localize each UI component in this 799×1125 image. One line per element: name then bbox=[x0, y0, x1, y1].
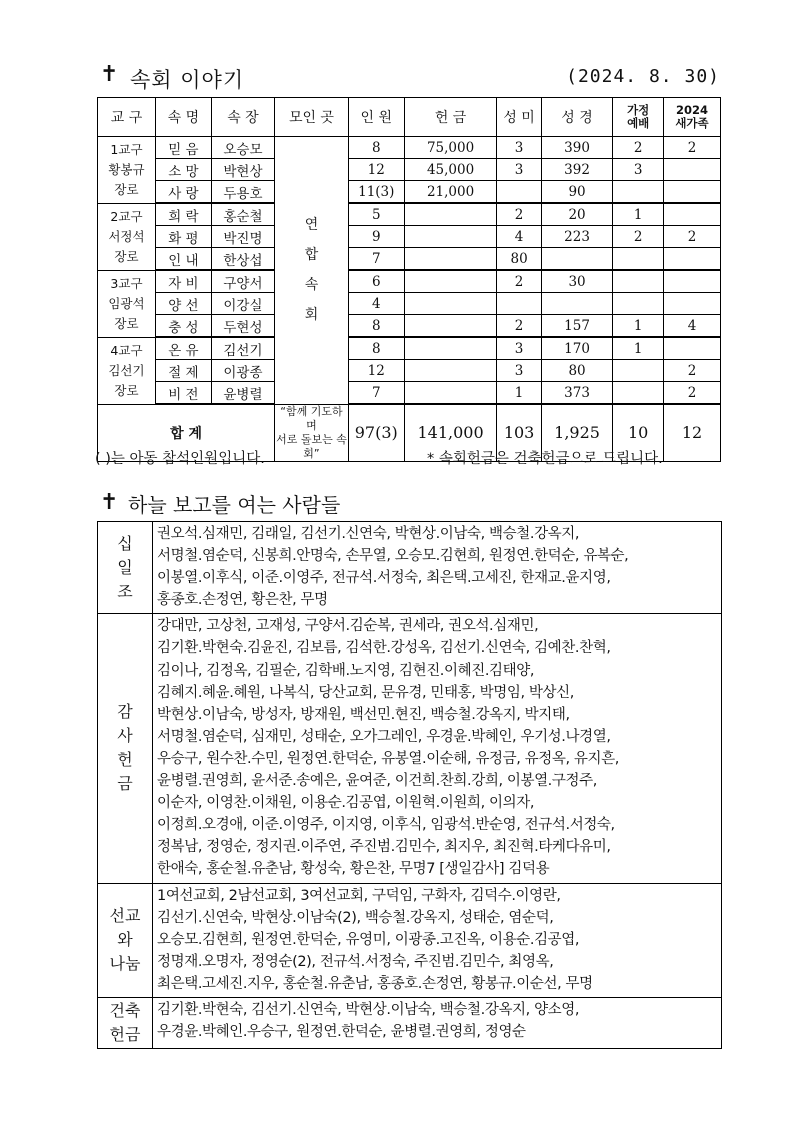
cell-leader: 오승모 bbox=[211, 137, 274, 159]
cell-name: 희 락 bbox=[155, 203, 211, 226]
cell-leader: 두현성 bbox=[211, 315, 274, 338]
cell-rice: 2 bbox=[497, 315, 541, 338]
cell-bible: 80 bbox=[541, 360, 613, 382]
name-line: 강대만, 고상천, 고재성, 구양서.김순복, 권세라, 권오석.심재민, bbox=[157, 618, 539, 635]
offering-group-label: 건축 헌금 bbox=[98, 997, 153, 1048]
name-line: 이순자, 이영찬.이채원, 이용순.김공엽, 이원혁.이원희, 이의자, bbox=[157, 795, 535, 812]
name-line: 윤병렬.권영희, 윤서준.송예은, 윤여준, 이건희.찬희.강희, 이봉열.구정주, bbox=[157, 773, 597, 790]
cell-rice: 3 bbox=[497, 137, 541, 159]
cell-bible: 30 bbox=[541, 270, 613, 293]
cell-leader: 박현상 bbox=[211, 159, 274, 181]
cell-offering bbox=[404, 382, 497, 405]
table-row bbox=[98, 137, 721, 159]
offering-note: * 속회헌금은 건축헌금으로 드립니다. bbox=[427, 451, 663, 467]
column-header: 모인 곳 bbox=[275, 98, 349, 137]
district-cell: 1교구 황봉규 장로 bbox=[98, 137, 156, 204]
offering-group-names bbox=[153, 614, 722, 883]
cell-name: 사 랑 bbox=[155, 181, 211, 204]
cell-offering: 45,000 bbox=[404, 159, 497, 181]
cell-offering: 75,000 bbox=[404, 137, 497, 159]
table-row bbox=[98, 360, 721, 382]
cell-rice: 2 bbox=[497, 270, 541, 293]
column-header: 인 원 bbox=[348, 98, 404, 137]
name-line: 김이나, 김정옥, 김필순, 김학배.노지영, 김현진.이혜진.김태양, bbox=[157, 662, 535, 679]
cell-rice: 2 bbox=[497, 203, 541, 226]
offering-group-row bbox=[98, 522, 722, 614]
section-title: 하늘 보고를 여는 사람들 bbox=[128, 493, 341, 517]
name-line: 정복남, 정영순, 정지권.이주연, 주진범.김민수, 최지우, 최진혁.타케다유미, bbox=[157, 839, 611, 856]
district-cell: 4교구 김선기 장로 bbox=[98, 337, 156, 404]
cell-bible: 223 bbox=[541, 226, 613, 248]
cell-name: 양 선 bbox=[155, 293, 211, 315]
cell-offering bbox=[404, 315, 497, 338]
offering-group-row bbox=[98, 614, 722, 883]
cell-leader: 박진명 bbox=[211, 226, 274, 248]
cell-leader: 이광종 bbox=[211, 360, 274, 382]
name-line: 우승구, 원수찬.수민, 원정연.한덕순, 유봉열.이순해, 유정금, 유정옥, 유지흔, bbox=[157, 750, 619, 767]
total-bible: 1,925 bbox=[541, 404, 613, 461]
cell-rice: 80 bbox=[497, 248, 541, 271]
cell-newfam bbox=[663, 337, 720, 360]
total-motto: “함께 기도하며 서로 돌보는 속회” bbox=[276, 404, 347, 460]
column-header: 헌 금 bbox=[404, 98, 497, 137]
report-date: (2024. 8. 30) bbox=[566, 66, 720, 87]
cell-bible: 90 bbox=[541, 181, 613, 204]
cell-offering bbox=[404, 293, 497, 315]
cell-people: 9 bbox=[348, 226, 404, 248]
cell-rice: 3 bbox=[497, 360, 541, 382]
cell-bible: 157 bbox=[541, 315, 613, 338]
cell-leader: 이강실 bbox=[211, 293, 274, 315]
cell-name: 비 전 bbox=[155, 382, 211, 405]
table-row bbox=[98, 226, 721, 248]
column-header: 성 미 bbox=[497, 98, 541, 137]
cell-leader: 한상섭 bbox=[211, 248, 274, 271]
offering-group-row bbox=[98, 883, 722, 997]
total-offering: 141,000 bbox=[404, 404, 497, 461]
name-line: 김혜지.혜윤.혜원, 나복식, 당산교회, 문유경, 민태홍, 박명임, 박상신, bbox=[157, 684, 574, 701]
cell-newfam bbox=[663, 203, 720, 226]
cell-people: 7 bbox=[348, 382, 404, 405]
cell-bible: 170 bbox=[541, 337, 613, 360]
cell-rice bbox=[497, 181, 541, 204]
cell-offering bbox=[404, 360, 497, 382]
cell-bible: 392 bbox=[541, 159, 613, 181]
cell-worship bbox=[613, 270, 664, 293]
cell-rice bbox=[497, 293, 541, 315]
cell-offering bbox=[404, 203, 497, 226]
cell-rice: 3 bbox=[497, 337, 541, 360]
cell-newfam: 2 bbox=[663, 137, 720, 159]
cell-offering bbox=[404, 337, 497, 360]
offering-group-row bbox=[98, 997, 722, 1048]
cell-leader: 김선기 bbox=[211, 337, 274, 360]
name-line: 정명재.오명자, 정영순(2), 전규석.서정숙, 주진범.김민수, 최영옥, bbox=[157, 953, 554, 970]
table-row bbox=[98, 270, 721, 293]
table-row bbox=[98, 159, 721, 181]
cell-worship: 2 bbox=[613, 226, 664, 248]
cell-people: 5 bbox=[348, 203, 404, 226]
cell-bible bbox=[541, 248, 613, 271]
column-header: 속 명 bbox=[155, 98, 211, 137]
cell-newfam bbox=[663, 159, 720, 181]
cell-worship bbox=[613, 181, 664, 204]
cell-worship bbox=[613, 248, 664, 271]
name-line: 1여선교회, 2남선교회, 3여선교회, 구덕임, 구화자, 김덕수.이영란, bbox=[157, 887, 561, 904]
cell-group-table bbox=[97, 97, 721, 462]
cell-rice: 4 bbox=[497, 226, 541, 248]
table-row bbox=[98, 181, 721, 204]
cell-leader: 두용호 bbox=[211, 181, 274, 204]
total-worship: 10 bbox=[613, 404, 664, 461]
offering-group-label: 십 일 조 bbox=[98, 522, 153, 614]
cell-name: 온 유 bbox=[155, 337, 211, 360]
name-line: 우경윤.박혜인.우승구, 원정연.한덕순, 윤병렬.권영희, 정영순 bbox=[157, 1024, 526, 1041]
cell-people: 11(3) bbox=[348, 181, 404, 204]
cell-offering bbox=[404, 270, 497, 293]
column-header: 2024 새가족 bbox=[663, 98, 720, 137]
cell-bible: 390 bbox=[541, 137, 613, 159]
name-line: 서명철.염순덕, 신봉희.안명숙, 손무열, 오승모.김현희, 원정연.한덕순, 유복순, bbox=[157, 548, 629, 565]
cell-worship: 1 bbox=[613, 315, 664, 338]
table-row bbox=[98, 337, 721, 360]
cell-worship bbox=[613, 360, 664, 382]
offering-group-label: 감 사 헌 금 bbox=[98, 614, 153, 883]
cell-rice: 1 bbox=[497, 382, 541, 405]
table-row bbox=[98, 315, 721, 338]
column-header: 성 경 bbox=[541, 98, 613, 137]
cell-newfam: 2 bbox=[663, 226, 720, 248]
table-row bbox=[98, 293, 721, 315]
total-label: 합 계 bbox=[98, 404, 275, 461]
name-line: 이정희.오경애, 이준.이영주, 이지영, 이후식, 임광석.반순영, 전규석.서정숙, bbox=[157, 817, 615, 834]
cell-leader: 구양서 bbox=[211, 270, 274, 293]
cell-name: 믿 음 bbox=[155, 137, 211, 159]
offering-list-table bbox=[97, 521, 722, 1049]
cell-people: 12 bbox=[348, 159, 404, 181]
table-row bbox=[98, 382, 721, 405]
name-line: 최은택.고세진.지우, 홍순철.유춘남, 홍종호.손정연, 황봉규.이순선, 무명 bbox=[157, 975, 593, 992]
column-header: 가정 예배 bbox=[613, 98, 664, 137]
cell-people: 12 bbox=[348, 360, 404, 382]
offering-group-names bbox=[153, 997, 722, 1048]
cell-leader: 윤병렬 bbox=[211, 382, 274, 405]
cell-name: 절 제 bbox=[155, 360, 211, 382]
cell-bible: 20 bbox=[541, 203, 613, 226]
cell-worship: 1 bbox=[613, 203, 664, 226]
name-line: 박현상.이남숙, 방성자, 방재원, 백선민.현진, 백승철.강옥지, 박지태, bbox=[157, 706, 570, 723]
child-attendance-note: ( )는 아동 참석인원입니다. bbox=[95, 451, 265, 467]
cell-worship: 3 bbox=[613, 159, 664, 181]
cell-name: 소 망 bbox=[155, 159, 211, 181]
cell-worship bbox=[613, 382, 664, 405]
cell-name: 자 비 bbox=[155, 270, 211, 293]
total-people: 97(3) bbox=[348, 404, 404, 461]
column-header: 속 장 bbox=[211, 98, 274, 137]
name-line: 이봉열.이후식, 이준.이영주, 전규석.서정숙, 최은택.고세진, 한재교.윤지영, bbox=[157, 570, 611, 587]
name-line: 김기환.박현숙, 김선기.신연숙, 박현상.이남숙, 백승철.강옥지, 양소영, bbox=[157, 1001, 580, 1018]
cell-people: 8 bbox=[348, 337, 404, 360]
cell-worship: 2 bbox=[613, 137, 664, 159]
cell-name: 인 내 bbox=[155, 248, 211, 271]
offering-group-label: 선교 와 나눔 bbox=[98, 883, 153, 997]
district-cell: 2교구 서정석 장로 bbox=[98, 203, 156, 270]
page-title: 속회 이야기 bbox=[130, 68, 245, 92]
district-cell: 3교구 임광석 장로 bbox=[98, 270, 156, 337]
name-line: 권오석.심재민, 김래일, 김선기.신연숙, 박현상.이남숙, 백승철.강옥지, bbox=[157, 526, 580, 542]
table-row bbox=[98, 203, 721, 226]
cell-people: 4 bbox=[348, 293, 404, 315]
cell-leader: 홍순철 bbox=[211, 203, 274, 226]
name-line: 김선기.신연숙, 박현상.이남숙(2), 백승철.강옥지, 성태순, 염순덕, bbox=[157, 909, 554, 926]
offering-group-names bbox=[153, 522, 722, 614]
name-line: 홍종호.손정연, 황은찬, 무명 bbox=[157, 592, 328, 609]
cell-people: 8 bbox=[348, 137, 404, 159]
cell-newfam bbox=[663, 270, 720, 293]
cell-offering: 21,000 bbox=[404, 181, 497, 204]
cell-rice: 3 bbox=[497, 159, 541, 181]
cell-newfam: 4 bbox=[663, 315, 720, 338]
cell-newfam bbox=[663, 293, 720, 315]
table-row bbox=[98, 248, 721, 271]
cell-worship bbox=[613, 293, 664, 315]
offering-group-names bbox=[153, 883, 722, 997]
cell-newfam: 2 bbox=[663, 382, 720, 405]
union-meeting-label: 연 합 속 회 bbox=[275, 137, 349, 405]
cell-worship: 1 bbox=[613, 337, 664, 360]
total-newfam: 12 bbox=[663, 404, 720, 461]
report-header bbox=[100, 62, 720, 92]
name-line: 김기환.박현숙.김윤진, 김보름, 김석한.강성옥, 김선기.신연숙, 김예찬.찬혁, bbox=[157, 640, 611, 657]
cell-bible bbox=[541, 293, 613, 315]
name-line: 서명철.염순덕, 심재민, 성태순, 오가그레인, 우경윤.박혜인, 우기성.나경열, bbox=[157, 728, 611, 745]
cross-icon: ✝ bbox=[100, 490, 119, 515]
cell-name: 충 성 bbox=[155, 315, 211, 338]
name-line: 오승모.김현희, 원정연.한덕순, 유영미, 이광종.고진옥, 이용순.김공엽, bbox=[157, 931, 580, 948]
cell-offering bbox=[404, 248, 497, 271]
cell-people: 6 bbox=[348, 270, 404, 293]
cross-icon: ✝ bbox=[100, 62, 119, 87]
cell-name: 화 평 bbox=[155, 226, 211, 248]
cell-bible: 373 bbox=[541, 382, 613, 405]
name-line: 한애숙, 홍순철.유춘남, 황성숙, 황은찬, 무명7 [생일감사] 김덕용 bbox=[157, 861, 550, 878]
cell-newfam bbox=[663, 248, 720, 271]
cell-newfam bbox=[663, 181, 720, 204]
cell-offering bbox=[404, 226, 497, 248]
column-header: 교 구 bbox=[98, 98, 156, 137]
total-rice: 103 bbox=[497, 404, 541, 461]
cell-people: 8 bbox=[348, 315, 404, 338]
cell-newfam: 2 bbox=[663, 360, 720, 382]
table-header-row bbox=[98, 98, 721, 137]
cell-people: 7 bbox=[348, 248, 404, 271]
